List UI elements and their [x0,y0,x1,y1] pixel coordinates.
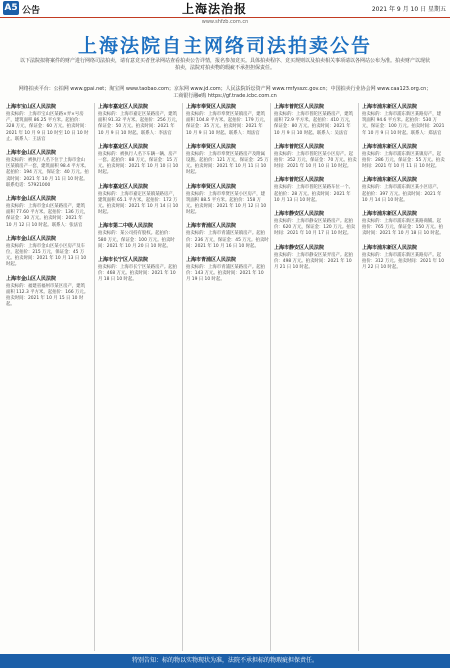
court-name: 上海市嘉定区人民法院 [98,104,149,110]
notice-body: 拍卖标的：上海市浦东新区某路商铺。起拍价：765 万元，保证金：150 万元。拍卖时间：2021 年 10 月 18 日 10 时起。 [362,219,444,237]
auction-notice [362,244,445,272]
newspaper-masthead: 上海法治报 [182,2,248,16]
auction-notice [98,222,181,250]
notice-body: 拍卖标的：上海市金山区某路房产，建筑面积 77.60 平方米。起拍价：136 万元，保证金：30 万元。拍卖时间：2021 年 10 月 12 日 10 时起。联系人：张法官 [6,204,89,228]
footer-notice: 特别告知：标的物以实物现状为准，法院不承担标的物瑕疵担保责任。 [0,654,450,668]
notice-body: 拍卖标的：上海市宝山区某路×弄×号房产，建筑面积 86.25 平方米。起拍价：328 万元，保证金：60 万元。拍卖时间：2021 年 10 月 9 日 10 时至 10 日 10 时止。联系人：王法官 [6,112,89,142]
notice-body: 拍卖标的：被执行人名下位于上海市金山区某镇房产一套，建筑面积 98.4 平方米。起拍价：194 万元，保证金：40 万元。拍卖时间：2021 年 10 月 11 日 10 时起。联系电话：57921000 [6,158,89,188]
notices-grid [6,103,444,651]
auction-notice [186,222,269,250]
court-name: 上海市浦东新区人民法院 [362,244,418,251]
court-name: 上海市静安区人民法院 [274,244,325,251]
notice-column [6,103,89,651]
auction-notice [98,143,181,177]
court-name: 上海市奉贤区人民法院 [186,143,237,150]
notice-body: 拍卖标的：上海市普陀区某路车位一个。起拍价：28 万元。拍卖时间：2021 年 10 月 13 日 10 时起。 [274,185,354,203]
notice-column [358,103,445,651]
notice-body: 拍卖标的：上海市嘉定区某路房产，建筑面积 91.32 平方米。起拍价：256 万元，保证金：50 万元。拍卖时间：2021 年 10 月 9 日 10 时起。联系人：李法官 [98,112,181,136]
auction-notice [6,103,89,143]
auction-notice [98,256,181,284]
auction-notice [98,183,181,217]
court-name: 上海市金山区人民法院 [6,275,57,282]
notice-body: 拍卖标的：上海市普陀区某小区房产。起拍价：352 万元，保证金：70 万元。拍卖时间：2021 年 10 月 10 日 10 时起。 [274,151,357,170]
notice-body: 拍卖标的：上海市奉贤区某镇房产，建筑面积 104.8 平方米。起拍价：179 万元，保证金：35 万元。拍卖时间：2021 年 10 月 9 日 10 时起。联系人：周法官 [186,112,269,136]
court-name: 上海市嘉定区人民法院 [98,143,149,150]
notice-body: 拍卖标的：上海市浦东新区某镇房产。起拍价：286 万元，保证金：55 万元。拍卖时间：2021 年 10 月 11 日 10 时起。 [362,151,445,170]
page-title: 上海法院自主网络司法拍卖公告 [77,35,372,57]
page-header [0,0,450,18]
court-name: 上海市普陀区人民法院 [274,104,325,110]
court-name: 上海市浦东新区人民法院 [362,104,418,110]
notice-body: 拍卖标的：上海市嘉定区某镇某路房产，建筑面积 65.1 平方米。起拍价：172 万元。拍卖时间：2021 年 10 月 14 日 10 时起。 [98,191,179,216]
court-name: 上海市金山区人民法院 [6,150,57,157]
issue-date: 2021 年 9 月 10 日 星期五 [371,6,446,13]
notice-body: 拍卖标的：某公司持有股权。起拍价：580 万元，保证金：100 万元。拍卖时间：2021 年 10 月 20 日 10 时起。 [98,231,175,249]
notice-body: 拍卖标的：上海市静安区某弄房产。起拍价：498 万元。拍卖时间：2021 年 10 月 21 日 10 时起。 [274,252,354,271]
notice-body: 拍卖标的：上海市浦东新区某路房产，建筑面积 94.6 平方米。起拍价：530 万元，保证金：100 万元。拍卖时间：2021 年 10 月 9 日 10 时起。联系人：郑法官 [362,112,445,136]
intro-paragraph: 以下法院拟将案件的财产进行网络司法拍卖，请有意竞买者登录网站查看拍卖公告详情，报名参加竞买。具体拍卖程序、竞买规则以及拍卖相关事项请以各网站公布为准。拍卖财产以现状拍卖，法院对拍卖物的瑕疵不承担担保责任。 [19,58,430,71]
notice-column [94,103,181,651]
court-name: 上海市嘉定区人民法院 [98,183,149,190]
notice-body: 拍卖标的：福建省福州市某区房产，建筑面积 112.3 平方米。起拍价：166 万元。拍卖时间：2021 年 10 月 15 日 10 时起。 [6,283,89,308]
auction-notice [274,176,357,204]
court-name: 上海市浦东新区人民法院 [362,143,418,150]
court-name: 上海市普陀区人民法院 [274,177,325,184]
auction-notice [6,149,89,189]
notice-body: 拍卖标的：上海市普陀区某路房产，建筑面积 72.9 平方米。起拍价：410 万元，保证金：80 万元。拍卖时间：2021 年 10 月 9 日 10 时起。联系人：吴法官 [274,112,354,136]
auction-notice [274,143,357,171]
platform-list: 网络拍卖平台：公拍网 www.gpai.net；淘宝网 www.taobao.com；京东网 www.jd.com；人民法院诉讼资产网 www.rmfysszc.gov.cn；中国拍卖行业协会网 www.caa123.org.cn；工商银行融e购 https://gf.trade.icbc.com.cn [18,86,432,99]
court-name: 上海市普陀区人民法院 [274,143,325,150]
auction-notice [186,183,269,217]
auction-notice [274,210,357,238]
auction-notice [362,143,445,171]
court-name: 上海市长宁区人民法院 [98,257,149,264]
notice-body: 拍卖标的：被执行人名下车辆一辆、房产一套。起拍价：88 万元，保证金：15 万元。拍卖时间：2021 年 10 月 10 日 10 时起。 [98,151,179,176]
notice-body: 拍卖标的：上海市金山区某小区房产及车位，起拍价：215 万元，保证金：45 万元。拍卖时间：2021 年 10 月 13 日 10 时起。 [6,243,87,268]
auction-notice [6,195,89,229]
auction-notice [362,176,445,204]
notice-body: 拍卖标的：上海市青浦区某路房产。起拍价：143 万元。拍卖时间：2021 年 10 月 19 日 10 时起。 [186,265,266,283]
court-name: 上海市第二中级人民法院 [98,223,154,230]
notice-column [270,103,357,651]
notice-body: 拍卖标的：上海市奉贤区某小区房产，建筑面积 88.5 平方米。起拍价：158 万元。拍卖时间：2021 年 10 月 12 日 10 时起。 [186,191,267,216]
court-name: 上海市奉贤区人民法院 [186,183,237,190]
court-name: 上海市青浦区人民法院 [186,223,237,230]
court-name: 上海市静安区人民法院 [274,211,325,218]
court-name: 上海市青浦区人民法院 [186,257,237,264]
auction-notice [186,103,269,137]
section-label: 公告 [22,6,41,16]
page-number-badge: A5 [4,3,18,13]
court-name: 上海市浦东新区人民法院 [362,211,418,218]
notice-body: 拍卖标的：上海市长宁区某路房产。起拍价：468 万元。拍卖时间：2021 年 10 月 18 日 10 时起。 [98,265,178,283]
auction-notice [274,244,357,272]
notice-body: 拍卖标的：上海市青浦区某镇房产。起拍价：236 万元，保证金：45 万元。拍卖时间：2021 年 10 月 16 日 10 时起。 [186,231,269,249]
auction-notice [362,103,445,137]
notice-body: 拍卖标的：上海市奉贤区某路房产及附属设施。起拍价：121 万元，保证金：25 万元。拍卖时间：2021 年 10 月 11 日 10 时起。 [186,151,269,176]
auction-notice [6,275,89,309]
auction-notice [186,256,269,284]
court-name: 上海市浦东新区人民法院 [362,177,418,184]
court-name: 上海市奉贤区人民法院 [186,104,237,110]
auction-notice [186,143,269,177]
notice-column [182,103,269,651]
court-name: 上海市金山区人民法院 [6,196,57,203]
auction-notice [362,210,445,238]
auction-notice [274,103,357,137]
notice-body: 拍卖标的：上海市静安区某路房产。起拍价：620 万元，保证金：120 万元。拍卖时间：2021 年 10 月 17 日 10 时起。 [274,219,356,237]
court-name: 上海市金山区人民法院 [6,235,57,242]
notice-body: 拍卖标的：上海市浦东新区某小区房产。起拍价：397 万元。拍卖时间：2021 年 10 月 14 日 10 时起。 [362,185,442,203]
auction-notice [6,235,89,269]
site-url: www.shfzb.com.cn [201,19,249,25]
notice-body: 拍卖标的：上海市浦东新区某路房产。起拍价：312 万元。拍卖时间：2021 年 10 月 22 日 10 时起。 [362,252,445,271]
auction-notice [98,103,181,137]
court-name: 上海市宝山区人民法院 [6,104,57,110]
